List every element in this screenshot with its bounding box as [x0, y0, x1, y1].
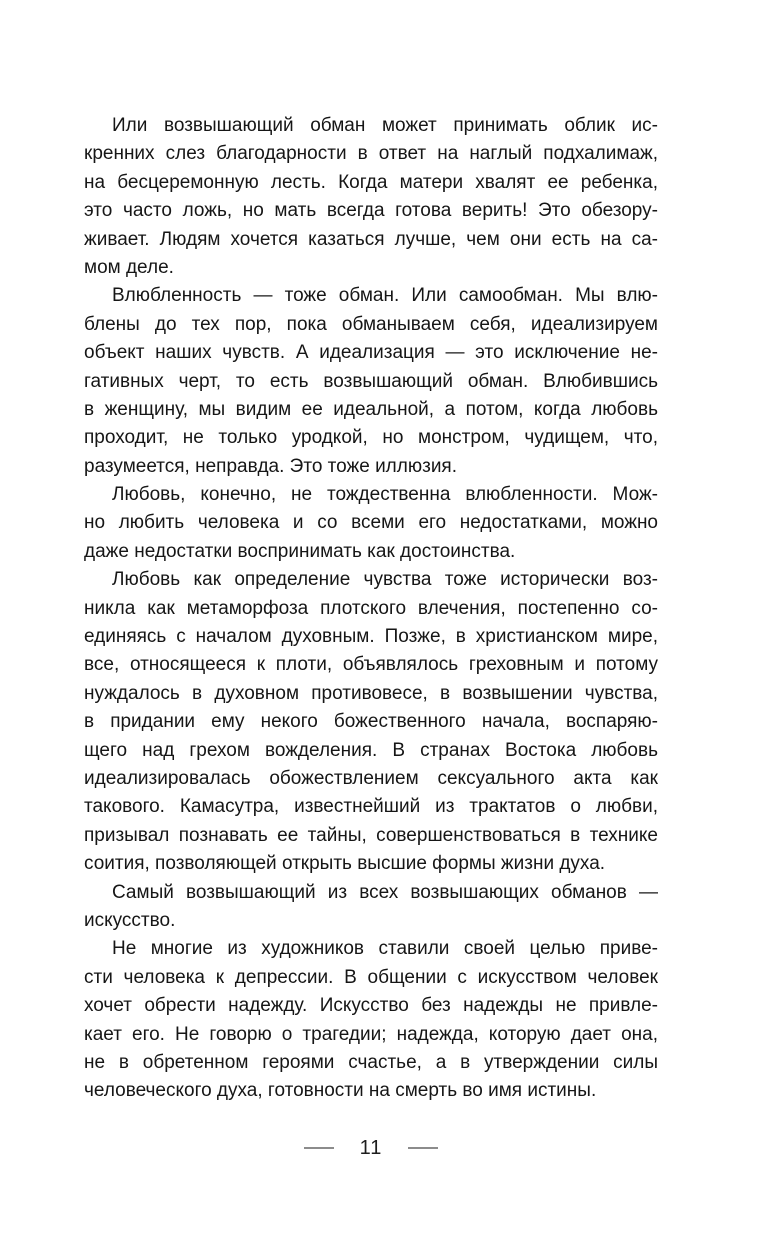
text-line: никла как метаморфоза плотского влечения, постепенно со-	[84, 597, 658, 619]
text-line: на бесцеремонную лесть. Когда матери хвалят ее ребенка,	[84, 171, 658, 193]
text-line: гативных черт, то есть возвышающий обман. Влюбившись	[84, 370, 658, 392]
text-line: все, относящееся к плоти, объявлялось греховным и потому	[84, 654, 658, 676]
text-block	[84, 112, 658, 1106]
text-line: сти человека к депрессии. В общении с искусством человек	[84, 966, 658, 988]
text-line: идеализировалась обожествлением сексуального акта как	[84, 767, 658, 789]
text-line: Влюбленность — тоже обман. Или самообман. Мы влю-	[112, 285, 658, 307]
text-line: даже недостатки воспринимать как достоинства.	[84, 540, 516, 562]
text-line: кренних слез благодарности в ответ на наглый подхалимаж,	[84, 143, 658, 165]
text-line: разумеется, неправда. Это тоже иллюзия.	[84, 455, 457, 477]
text-line: проходит, не только уродкой, но монстром, чудищем, что,	[84, 427, 658, 449]
text-line: кает его. Не говорю о трагедии; надежда, которую дает она,	[84, 1023, 658, 1045]
text-line: такового. Камасутра, известнейший из трактатов о любви,	[84, 796, 658, 818]
paragraph	[84, 566, 658, 878]
paragraph	[84, 879, 658, 936]
page-footer	[84, 1132, 658, 1164]
text-line: мом деле.	[84, 256, 174, 278]
text-line: соития, позволяющей открыть высшие формы жизни духа.	[84, 853, 606, 875]
text-line: живает. Людям хочется казаться лучше, чем они есть на са-	[84, 228, 658, 250]
text-line: искусство.	[84, 909, 176, 931]
text-line: Любовь, конечно, не тождественна влюбленности. Мож-	[112, 484, 658, 506]
paragraph	[84, 935, 658, 1105]
paragraph	[84, 112, 658, 282]
text-line: в женщину, мы видим ее идеальной, а потом, когда любовь	[84, 398, 658, 420]
page-number: 11	[359, 1137, 383, 1159]
paragraph	[84, 282, 658, 481]
text-line: хочет обрести надежду. Искусство без надежды не привле-	[84, 995, 658, 1017]
text-line: призывал познавать ее тайны, совершенствоваться в технике	[84, 824, 658, 846]
text-line: блены до тех пор, пока обманываем себя, идеализируем	[84, 313, 658, 335]
text-line: щего над грехом вожделения. В странах Востока любовь	[84, 739, 658, 761]
text-line: единяясь с началом духовным. Позже, в христианском мире,	[84, 626, 658, 648]
text-line: не в обретенном героями счастье, а в утверждении силы	[84, 1051, 658, 1073]
text-line: в придании ему некого божественного начала, воспаряю-	[84, 711, 658, 733]
paragraph	[84, 481, 658, 566]
text-line: Любовь как определение чувства тоже исторически воз-	[112, 569, 658, 591]
text-line: Самый возвышающий из всех возвышающих обманов —	[112, 881, 658, 903]
text-line: нуждалось в духовном противовесе, в возвышении чувства,	[84, 682, 658, 704]
footer-right-dash	[408, 1147, 438, 1149]
text-line: но любить человека и со всеми его недостатками, можно	[84, 512, 658, 534]
text-line: человеческого духа, готовности на смерть во имя истины.	[84, 1080, 597, 1102]
text-line: Не многие из художников ставили своей целью приве-	[112, 938, 658, 960]
text-line: это часто ложь, но мать всегда готова верить! Это обезору-	[84, 200, 658, 222]
text-line: Или возвышающий обман может принимать облик ис-	[112, 115, 658, 136]
text-line: объект наших чувств. А идеализация — это исключение не-	[84, 342, 658, 364]
footer-left-dash	[304, 1147, 334, 1149]
